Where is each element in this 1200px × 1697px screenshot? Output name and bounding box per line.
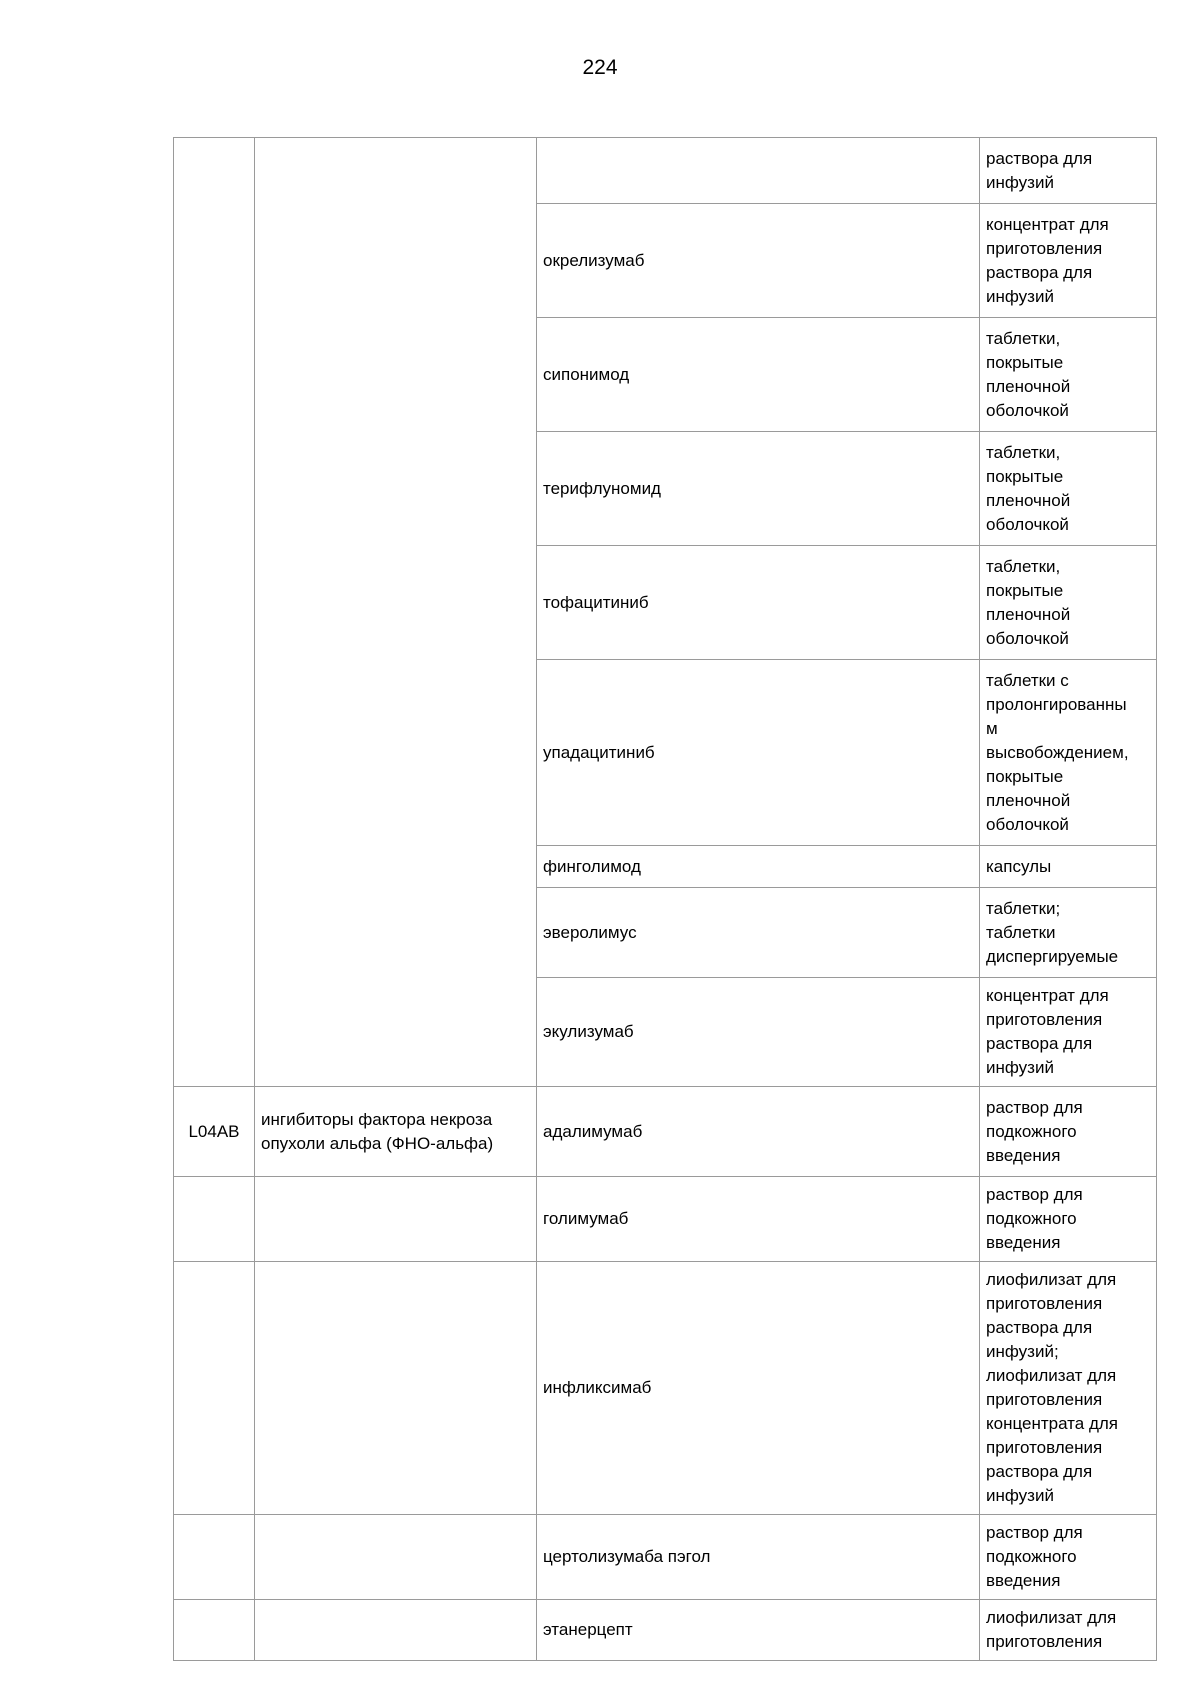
dosage-form-line: таблетки, bbox=[986, 556, 1061, 576]
dosage-form-line: пленочной bbox=[986, 790, 1071, 810]
dosage-form-cell bbox=[980, 978, 1157, 1087]
dosage-form-line: раствора для bbox=[986, 262, 1093, 282]
dosage-form-cell bbox=[980, 138, 1157, 204]
drug-name-cell: сипонимод bbox=[537, 318, 980, 432]
dosage-form-cell bbox=[980, 546, 1157, 660]
dosage-form-line: оболочкой bbox=[986, 514, 1069, 534]
dosage-form-line: раствор для bbox=[986, 1185, 1083, 1204]
dosage-form-line: пролонгированны bbox=[986, 694, 1127, 714]
drug-name-cell: финголимод bbox=[537, 846, 980, 888]
dosage-form-cell bbox=[980, 1087, 1157, 1177]
dosage-form-line: подкожного bbox=[986, 1121, 1077, 1141]
atc-code-cell: L04AB bbox=[174, 1087, 255, 1177]
drug-name-cell: упадацитиниб bbox=[537, 660, 980, 846]
dosage-form-line: инфузий bbox=[986, 1486, 1054, 1505]
dosage-form-line: таблетки, bbox=[986, 328, 1061, 348]
dosage-form-line: инфузий; bbox=[986, 1342, 1059, 1361]
drug-name-cell: инфликсимаб bbox=[537, 1262, 980, 1515]
dosage-form-cell bbox=[980, 1177, 1157, 1262]
dosage-form-cell bbox=[980, 846, 1157, 888]
dosage-form-line: покрытые bbox=[986, 766, 1064, 786]
dosage-form-cell bbox=[980, 1600, 1157, 1661]
table-row bbox=[174, 1087, 1157, 1177]
group-cell bbox=[255, 1262, 537, 1515]
dosage-form-line: пленочной bbox=[986, 604, 1071, 624]
drug-name-cell: окрелизумаб bbox=[537, 204, 980, 318]
dosage-form-line: приготовления bbox=[986, 1438, 1103, 1457]
dosage-form-line: раствор для bbox=[986, 1523, 1083, 1542]
dosage-form-cell bbox=[980, 204, 1157, 318]
dosage-form-line: приготовления bbox=[986, 1010, 1103, 1029]
dosage-form-line: диспергируемые bbox=[986, 946, 1119, 966]
atc-code-cell bbox=[174, 1177, 255, 1262]
group-cell bbox=[255, 1177, 537, 1262]
dosage-form-line: концентрат для bbox=[986, 986, 1109, 1005]
table-row bbox=[174, 1515, 1157, 1600]
dosage-form-line: лиофилизат для bbox=[986, 1270, 1117, 1289]
dosage-form-line: раствора для bbox=[986, 1318, 1093, 1337]
dosage-form-line: раствора для bbox=[986, 148, 1093, 168]
dosage-form-line: инфузий bbox=[986, 286, 1054, 306]
dosage-form-line: таблетки; bbox=[986, 898, 1061, 918]
dosage-form-line: концентрат для bbox=[986, 214, 1109, 234]
group-cell bbox=[255, 1087, 537, 1177]
dosage-form-cell bbox=[980, 318, 1157, 432]
dosage-form-line: покрытые bbox=[986, 580, 1064, 600]
dosage-form-line: раствора для bbox=[986, 1462, 1093, 1481]
dosage-form-line: лиофилизат для bbox=[986, 1366, 1117, 1385]
drug-name-cell: тофацитиниб bbox=[537, 546, 980, 660]
group-line: опухоли альфа (ФНО-альфа) bbox=[261, 1133, 494, 1153]
atc-code-cell bbox=[174, 1262, 255, 1515]
dosage-form-cell bbox=[980, 432, 1157, 546]
group-line: ингибиторы фактора некроза bbox=[261, 1109, 493, 1129]
dosage-form-line: инфузий bbox=[986, 1058, 1054, 1077]
dosage-form-line: раствор для bbox=[986, 1097, 1083, 1117]
drug-name-cell: этанерцепт bbox=[537, 1600, 980, 1661]
dosage-form-line: оболочкой bbox=[986, 628, 1069, 648]
dosage-form-cell bbox=[980, 660, 1157, 846]
dosage-form-line: инфузий bbox=[986, 172, 1054, 192]
dosage-form-line: капсулы bbox=[986, 856, 1052, 876]
dosage-form-line: приготовления bbox=[986, 238, 1103, 258]
dosage-form-cell bbox=[980, 1262, 1157, 1515]
dosage-form-cell bbox=[980, 1515, 1157, 1600]
dosage-form-cell bbox=[980, 888, 1157, 978]
dosage-form-line: приготовления bbox=[986, 1294, 1103, 1313]
dosage-form-line: подкожного bbox=[986, 1547, 1077, 1566]
dosage-form-line: подкожного bbox=[986, 1209, 1077, 1228]
drug-name-cell: адалимумаб bbox=[537, 1087, 980, 1177]
atc-code-cell bbox=[174, 1600, 255, 1661]
atc-code-cell bbox=[174, 138, 255, 1087]
dosage-form-line: введения bbox=[986, 1145, 1061, 1165]
drug-name-cell: голимумаб bbox=[537, 1177, 980, 1262]
table-row bbox=[174, 1262, 1157, 1515]
group-cell bbox=[255, 1600, 537, 1661]
dosage-form-line: приготовления bbox=[986, 1390, 1103, 1409]
dosage-form-line: м bbox=[986, 718, 998, 738]
dosage-form-line: пленочной bbox=[986, 490, 1071, 510]
dosage-form-line: высвобождением, bbox=[986, 742, 1129, 762]
dosage-form-line: лиофилизат для bbox=[986, 1608, 1117, 1627]
drug-name-cell: эверолимус bbox=[537, 888, 980, 978]
dosage-form-line: раствора для bbox=[986, 1034, 1093, 1053]
drug-name-cell: терифлуномид bbox=[537, 432, 980, 546]
atc-code-cell bbox=[174, 1515, 255, 1600]
dosage-form-line: введения bbox=[986, 1233, 1061, 1252]
dosage-form-line: пленочной bbox=[986, 376, 1071, 396]
dosage-form-line: введения bbox=[986, 1571, 1061, 1590]
page-number: 224 bbox=[582, 56, 618, 79]
drug-name-cell: цертолизумаба пэгол bbox=[537, 1515, 980, 1600]
dosage-form-line: таблетки с bbox=[986, 670, 1069, 690]
dosage-form-line: оболочкой bbox=[986, 814, 1069, 834]
drug-name-cell bbox=[537, 138, 980, 204]
dosage-form-line: покрытые bbox=[986, 466, 1064, 486]
dosage-form-line: таблетки, bbox=[986, 442, 1061, 462]
dosage-form-line: таблетки bbox=[986, 922, 1056, 942]
group-cell bbox=[255, 1515, 537, 1600]
dosage-form-line: оболочкой bbox=[986, 400, 1069, 420]
group-cell bbox=[255, 138, 537, 1087]
dosage-form-line: покрытые bbox=[986, 352, 1064, 372]
drug-table bbox=[173, 137, 1157, 1661]
drug-name-cell: экулизумаб bbox=[537, 978, 980, 1087]
dosage-form-line: концентрата для bbox=[986, 1414, 1118, 1433]
table-row bbox=[174, 1177, 1157, 1262]
table-row bbox=[174, 1600, 1157, 1661]
dosage-form-line: приготовления bbox=[986, 1632, 1103, 1651]
table-row bbox=[174, 138, 1157, 204]
